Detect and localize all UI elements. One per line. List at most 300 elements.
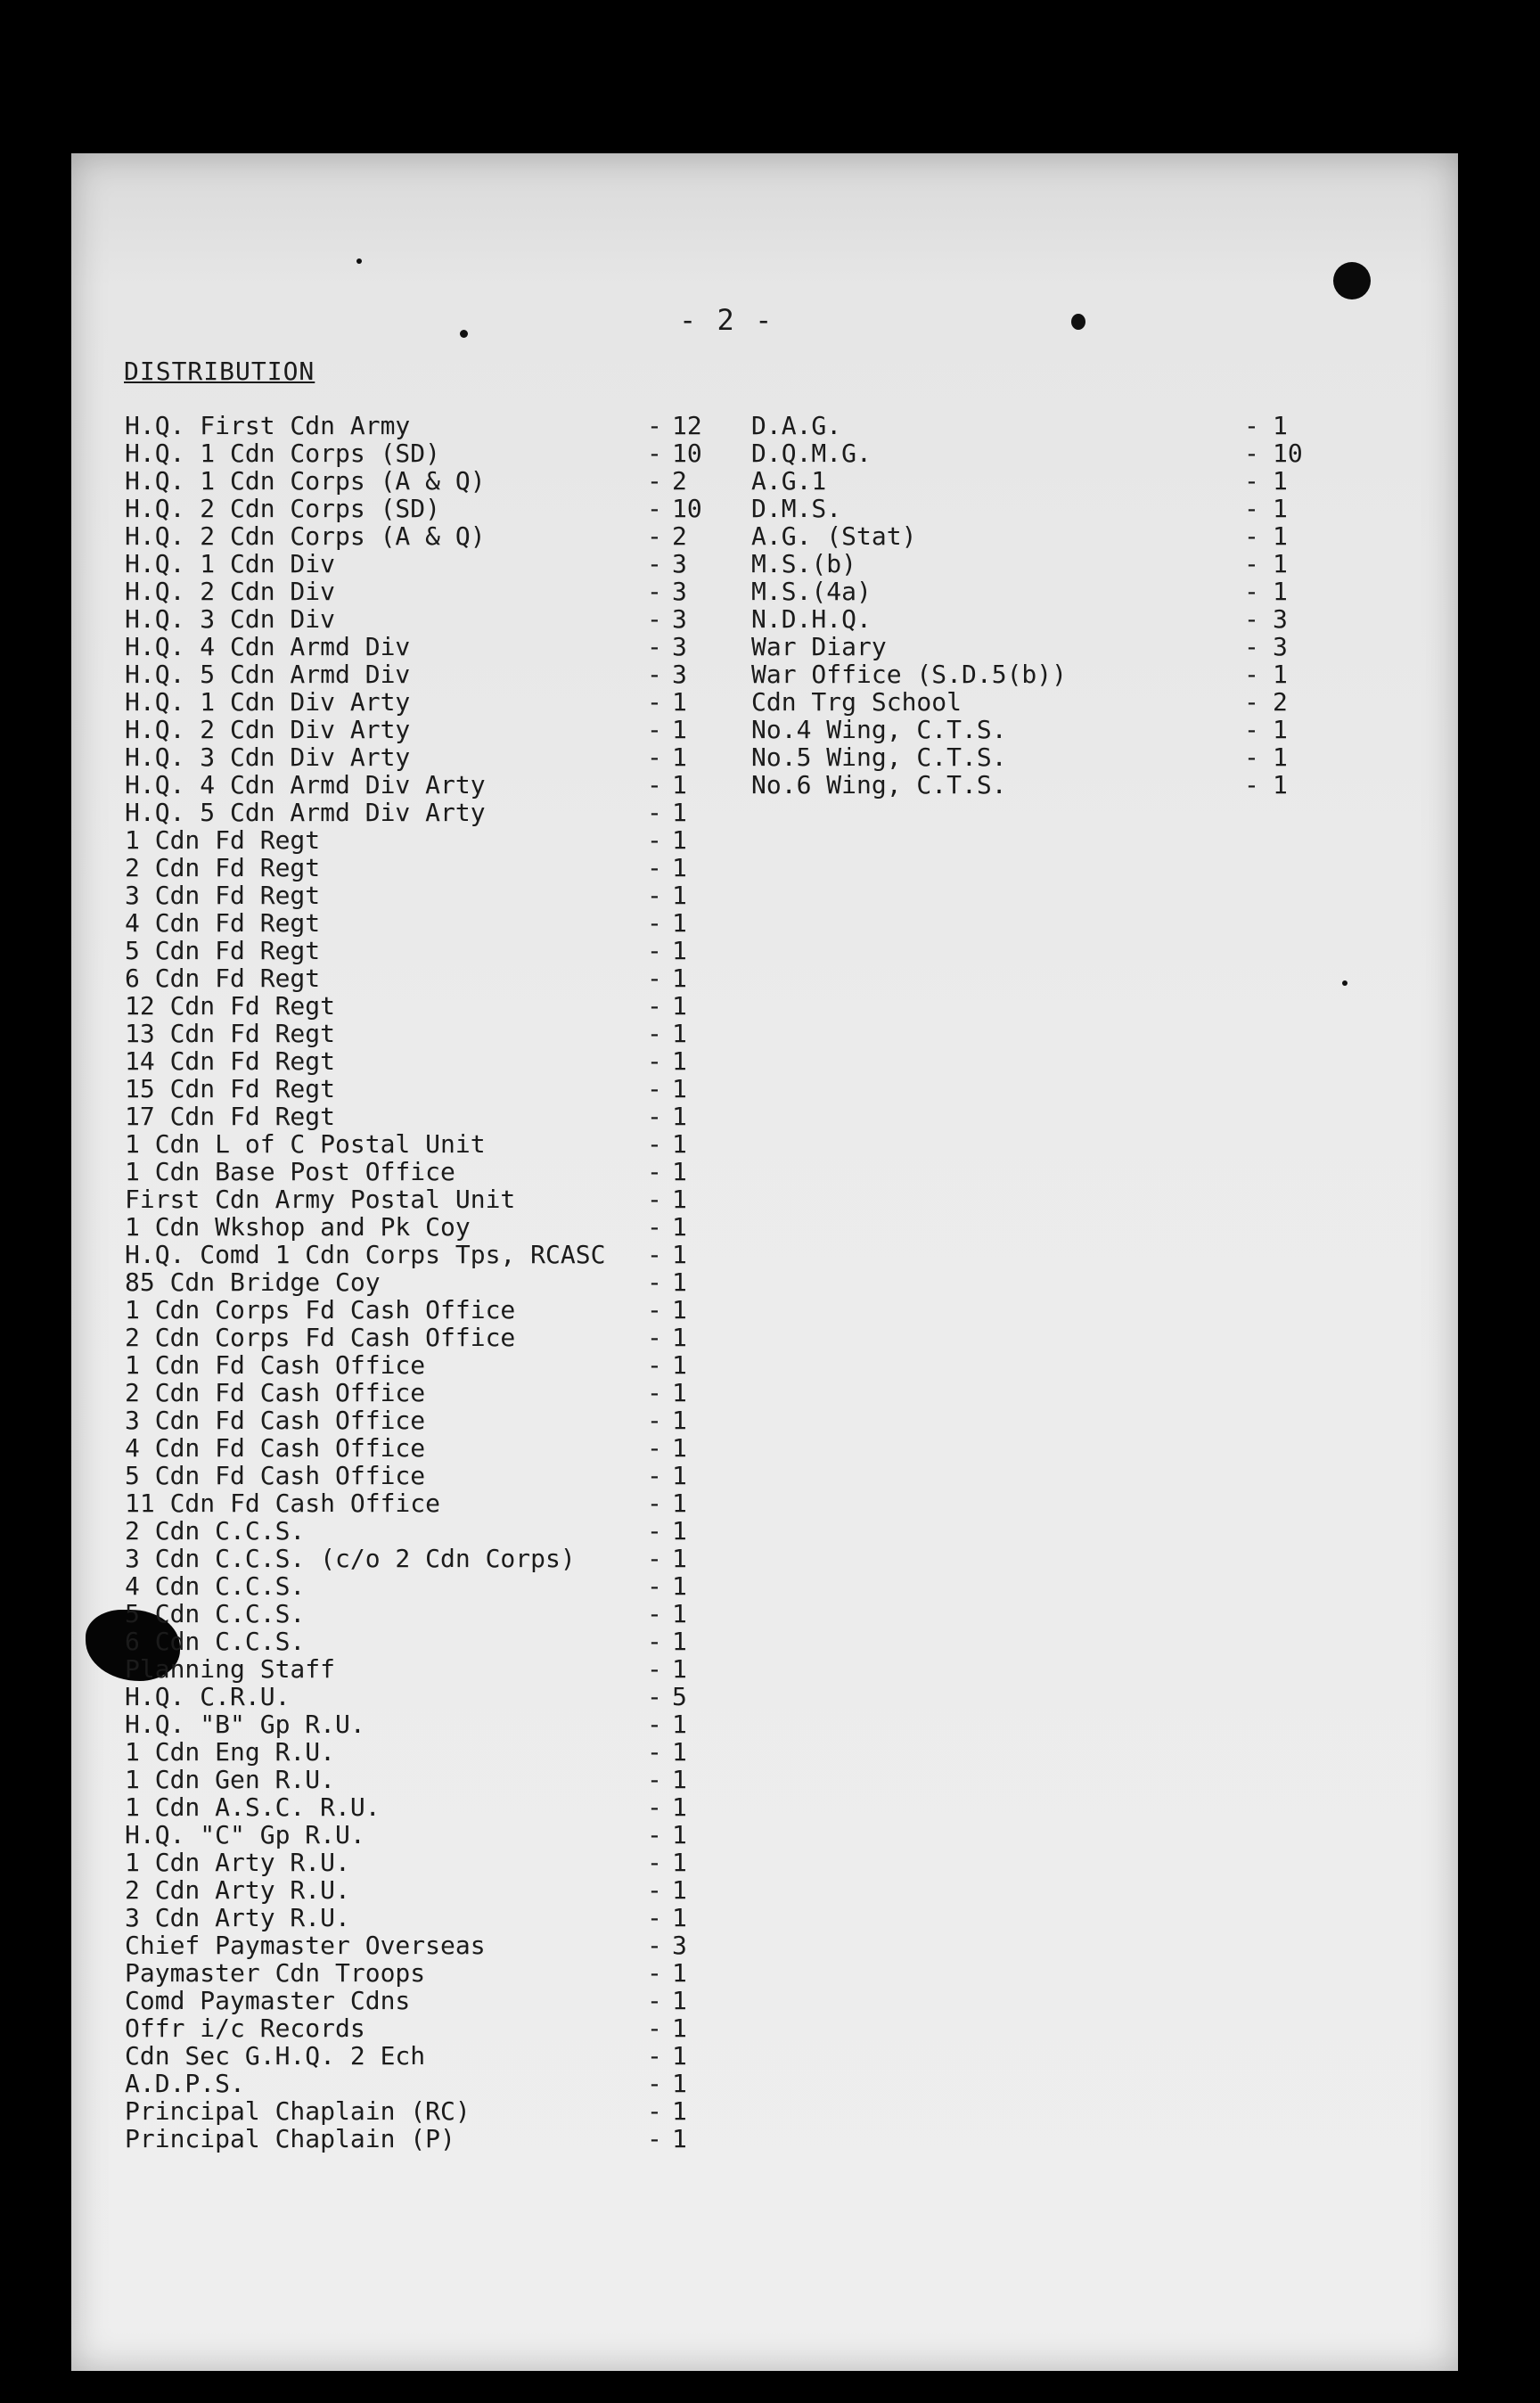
copy-count: 1 bbox=[672, 1212, 687, 1242]
copy-count: 2 bbox=[1273, 687, 1288, 717]
separator-dash: - bbox=[1244, 466, 1259, 496]
separator-dash: - bbox=[1244, 439, 1259, 468]
copy-count: 1 bbox=[672, 1627, 687, 1656]
recipient-label: H.Q. "B" Gp R.U. bbox=[125, 1710, 365, 1739]
distribution-entry bbox=[125, 1931, 749, 1959]
recipient-label: 1 Cdn Base Post Office bbox=[125, 1157, 455, 1186]
copy-count: 1 bbox=[672, 1406, 687, 1435]
separator-dash: - bbox=[647, 1295, 662, 1325]
copy-count: 1 bbox=[1273, 466, 1288, 496]
recipient-label: 3 Cdn Arty R.U. bbox=[125, 1903, 350, 1932]
separator-dash: - bbox=[647, 1185, 662, 1214]
recipient-label: H.Q. 1 Cdn Div Arty bbox=[125, 687, 411, 717]
copy-count: 1 bbox=[672, 1875, 687, 1905]
separator-dash: - bbox=[647, 1489, 662, 1518]
distribution-entry bbox=[125, 1379, 749, 1407]
copy-count: 12 bbox=[672, 411, 702, 440]
distribution-entry bbox=[125, 909, 749, 937]
recipient-label: Chief Paymaster Overseas bbox=[125, 1931, 486, 1960]
distribution-entry bbox=[125, 992, 749, 1020]
distribution-entry bbox=[751, 467, 1322, 495]
separator-dash: - bbox=[647, 1240, 662, 1269]
recipient-label: D.M.S. bbox=[751, 494, 842, 523]
copy-count: 1 bbox=[672, 853, 687, 882]
recipient-label: Planning Staff bbox=[125, 1654, 336, 1684]
recipient-label: 14 Cdn Fd Regt bbox=[125, 1046, 336, 1076]
distribution-entry bbox=[125, 1185, 749, 1213]
recipient-label: H.Q. 1 Cdn Corps (SD) bbox=[125, 439, 441, 468]
recipient-label: War Office (S.D.5(b)) bbox=[751, 660, 1068, 689]
copy-count: 1 bbox=[672, 1019, 687, 1048]
distribution-entry bbox=[125, 1296, 749, 1324]
recipient-label: 1 Cdn Gen R.U. bbox=[125, 1765, 336, 1794]
distribution-entry bbox=[125, 937, 749, 964]
separator-dash: - bbox=[647, 411, 662, 440]
separator-dash: - bbox=[1244, 687, 1259, 717]
distribution-entry bbox=[125, 1213, 749, 1241]
separator-dash: - bbox=[647, 1627, 662, 1656]
separator-dash: - bbox=[647, 1350, 662, 1380]
recipient-label: First Cdn Army Postal Unit bbox=[125, 1185, 516, 1214]
separator-dash: - bbox=[647, 798, 662, 827]
separator-dash: - bbox=[647, 770, 662, 800]
separator-dash: - bbox=[647, 1903, 662, 1932]
separator-dash: - bbox=[1244, 770, 1259, 800]
separator-dash: - bbox=[1244, 715, 1259, 744]
copy-count: 1 bbox=[672, 1958, 687, 1988]
copy-count: 1 bbox=[1273, 411, 1288, 440]
distribution-entry bbox=[751, 660, 1322, 688]
separator-dash: - bbox=[647, 1323, 662, 1352]
recipient-label: D.Q.M.G. bbox=[751, 439, 872, 468]
distribution-entry bbox=[125, 1462, 749, 1489]
distribution-entry bbox=[125, 826, 749, 854]
distribution-entry bbox=[125, 2014, 749, 2042]
distribution-entry bbox=[125, 1959, 749, 1987]
distribution-entry bbox=[125, 495, 749, 522]
distribution-entry bbox=[125, 1268, 749, 1296]
distribution-entry bbox=[125, 1407, 749, 1434]
distribution-entry bbox=[125, 1628, 749, 1655]
distribution-entry bbox=[125, 2042, 749, 2070]
recipient-label: 5 Cdn Fd Cash Office bbox=[125, 1461, 426, 1490]
separator-dash: - bbox=[647, 1792, 662, 1822]
copy-count: 1 bbox=[672, 1461, 687, 1490]
recipient-label: 6 Cdn Fd Regt bbox=[125, 964, 321, 993]
copy-count: 1 bbox=[672, 770, 687, 800]
copy-count: 1 bbox=[672, 881, 687, 910]
recipient-label: H.Q. "C" Gp R.U. bbox=[125, 1820, 365, 1849]
distribution-entry bbox=[125, 467, 749, 495]
distribution-entry bbox=[125, 550, 749, 578]
recipient-label: No.4 Wing, C.T.S. bbox=[751, 715, 1007, 744]
distribution-entry bbox=[125, 1130, 749, 1158]
copy-count: 1 bbox=[672, 1350, 687, 1380]
separator-dash: - bbox=[647, 1958, 662, 1988]
distribution-entry bbox=[751, 578, 1322, 605]
separator-dash: - bbox=[647, 1571, 662, 1601]
distribution-entry bbox=[125, 1545, 749, 1572]
recipient-label: H.Q. 2 Cdn Corps (SD) bbox=[125, 494, 441, 523]
distribution-entry bbox=[751, 743, 1322, 771]
recipient-label: 15 Cdn Fd Regt bbox=[125, 1074, 336, 1103]
separator-dash: - bbox=[647, 494, 662, 523]
recipient-label: 3 Cdn C.C.S. (c/o 2 Cdn Corps) bbox=[125, 1544, 576, 1573]
separator-dash: - bbox=[647, 2041, 662, 2071]
distribution-entry bbox=[125, 1434, 749, 1462]
separator-dash: - bbox=[1244, 742, 1259, 772]
copy-count: 1 bbox=[672, 908, 687, 938]
recipient-label: H.Q. 3 Cdn Div Arty bbox=[125, 742, 411, 772]
distribution-entry bbox=[751, 688, 1322, 716]
recipient-label: 4 Cdn C.C.S. bbox=[125, 1571, 306, 1601]
copy-count: 3 bbox=[1273, 604, 1288, 634]
copy-count: 1 bbox=[672, 742, 687, 772]
recipient-label: 3 Cdn Fd Cash Office bbox=[125, 1406, 426, 1435]
separator-dash: - bbox=[647, 715, 662, 744]
recipient-label: No.6 Wing, C.T.S. bbox=[751, 770, 1007, 800]
distribution-entry bbox=[125, 1710, 749, 1738]
recipient-label: 1 Cdn Corps Fd Cash Office bbox=[125, 1295, 516, 1325]
copy-count: 1 bbox=[672, 1240, 687, 1269]
separator-dash: - bbox=[647, 1157, 662, 1186]
copy-count: 3 bbox=[672, 660, 687, 689]
recipient-label: 3 Cdn Fd Regt bbox=[125, 881, 321, 910]
copy-count: 1 bbox=[672, 1157, 687, 1186]
distribution-entry bbox=[125, 1158, 749, 1185]
copy-count: 10 bbox=[672, 439, 702, 468]
separator-dash: - bbox=[647, 1986, 662, 2015]
copy-count: 1 bbox=[1273, 770, 1288, 800]
distribution-entry bbox=[125, 882, 749, 909]
separator-dash: - bbox=[647, 742, 662, 772]
distribution-entry bbox=[125, 439, 749, 467]
distribution-entry bbox=[125, 743, 749, 771]
copy-count: 1 bbox=[1273, 742, 1288, 772]
recipient-label: 11 Cdn Fd Cash Office bbox=[125, 1489, 441, 1518]
distribution-entry bbox=[751, 633, 1322, 660]
copy-count: 1 bbox=[672, 1516, 687, 1546]
distribution-entry bbox=[751, 771, 1322, 799]
separator-dash: - bbox=[647, 936, 662, 965]
distribution-entry bbox=[125, 1683, 749, 1710]
distribution-entry bbox=[751, 439, 1322, 467]
distribution-entry bbox=[125, 633, 749, 660]
distribution-entry bbox=[751, 412, 1322, 439]
distribution-entry bbox=[125, 2070, 749, 2097]
recipient-label: 2 Cdn Fd Regt bbox=[125, 853, 321, 882]
separator-dash: - bbox=[647, 1710, 662, 1739]
distribution-entry bbox=[125, 1655, 749, 1683]
copy-count: 1 bbox=[1273, 577, 1288, 606]
copy-count: 1 bbox=[672, 2041, 687, 2071]
copy-count: 1 bbox=[672, 1792, 687, 1822]
page-number: - 2 - bbox=[679, 303, 774, 337]
copy-count: 1 bbox=[672, 1295, 687, 1325]
distribution-entry bbox=[125, 854, 749, 882]
distribution-entry bbox=[125, 660, 749, 688]
recipient-label: H.Q. 5 Cdn Armd Div bbox=[125, 660, 411, 689]
copy-count: 1 bbox=[672, 991, 687, 1021]
distribution-entry bbox=[125, 1517, 749, 1545]
copy-count: 1 bbox=[672, 2096, 687, 2126]
separator-dash: - bbox=[647, 1019, 662, 1048]
separator-dash: - bbox=[647, 1212, 662, 1242]
copy-count: 1 bbox=[672, 936, 687, 965]
ink-speck bbox=[460, 330, 468, 338]
separator-dash: - bbox=[647, 1046, 662, 1076]
recipient-label: 85 Cdn Bridge Coy bbox=[125, 1267, 381, 1297]
recipient-label: A.G.1 bbox=[751, 466, 827, 496]
recipient-label: 17 Cdn Fd Regt bbox=[125, 1102, 336, 1131]
recipient-label: Cdn Sec G.H.Q. 2 Ech bbox=[125, 2041, 426, 2071]
copy-count: 1 bbox=[672, 1046, 687, 1076]
distribution-entry bbox=[125, 1876, 749, 1904]
recipient-label: 12 Cdn Fd Regt bbox=[125, 991, 336, 1021]
distribution-entry bbox=[751, 522, 1322, 550]
recipient-label: Paymaster Cdn Troops bbox=[125, 1958, 426, 1988]
separator-dash: - bbox=[647, 964, 662, 993]
recipient-label: 4 Cdn Fd Regt bbox=[125, 908, 321, 938]
recipient-label: 6 Cdn C.C.S. bbox=[125, 1627, 306, 1656]
recipient-label: 1 Cdn Fd Cash Office bbox=[125, 1350, 426, 1380]
recipient-label: Principal Chaplain (P) bbox=[125, 2124, 455, 2153]
copy-count: 1 bbox=[672, 1544, 687, 1573]
distribution-list-left bbox=[125, 412, 749, 2153]
recipient-label: D.A.G. bbox=[751, 411, 842, 440]
distribution-entry bbox=[751, 605, 1322, 633]
separator-dash: - bbox=[647, 466, 662, 496]
separator-dash: - bbox=[647, 1682, 662, 1711]
recipient-label: H.Q. 2 Cdn Div bbox=[125, 577, 336, 606]
ink-speck bbox=[1071, 314, 1085, 330]
recipient-label: 5 Cdn Fd Regt bbox=[125, 936, 321, 965]
recipient-label: 1 Cdn Fd Regt bbox=[125, 825, 321, 855]
distribution-entry bbox=[125, 522, 749, 550]
copy-count: 2 bbox=[672, 466, 687, 496]
copy-count: 1 bbox=[672, 825, 687, 855]
separator-dash: - bbox=[647, 2013, 662, 2043]
separator-dash: - bbox=[1244, 660, 1259, 689]
distribution-entry bbox=[125, 1766, 749, 1793]
recipient-label: A.D.P.S. bbox=[125, 2069, 245, 2098]
copy-count: 1 bbox=[672, 1986, 687, 2015]
copy-count: 1 bbox=[1273, 494, 1288, 523]
recipient-label: H.Q. Comd 1 Cdn Corps Tps, RCASC bbox=[125, 1240, 606, 1269]
copy-count: 1 bbox=[672, 964, 687, 993]
separator-dash: - bbox=[647, 2096, 662, 2126]
distribution-list-right bbox=[751, 412, 1322, 799]
copy-count: 5 bbox=[672, 1682, 687, 1711]
distribution-entry bbox=[125, 1324, 749, 1351]
recipient-label: H.Q. 1 Cdn Corps (A & Q) bbox=[125, 466, 486, 496]
copy-count: 1 bbox=[672, 1710, 687, 1739]
copy-count: 3 bbox=[1273, 632, 1288, 661]
separator-dash: - bbox=[647, 1378, 662, 1407]
recipient-label: 2 Cdn Corps Fd Cash Office bbox=[125, 1323, 516, 1352]
separator-dash: - bbox=[647, 1544, 662, 1573]
copy-count: 3 bbox=[672, 604, 687, 634]
copy-count: 2 bbox=[672, 521, 687, 551]
distribution-entry bbox=[125, 1600, 749, 1628]
separator-dash: - bbox=[647, 632, 662, 661]
separator-dash: - bbox=[647, 825, 662, 855]
copy-count: 1 bbox=[1273, 521, 1288, 551]
recipient-label: 1 Cdn L of C Postal Unit bbox=[125, 1129, 486, 1159]
copy-count: 3 bbox=[672, 577, 687, 606]
distribution-entry bbox=[751, 550, 1322, 578]
recipient-label: 4 Cdn Fd Cash Office bbox=[125, 1433, 426, 1463]
copy-count: 1 bbox=[672, 1129, 687, 1159]
recipient-label: 1 Cdn A.S.C. R.U. bbox=[125, 1792, 381, 1822]
distribution-entry bbox=[125, 1489, 749, 1517]
recipient-label: H.Q. 2 Cdn Div Arty bbox=[125, 715, 411, 744]
recipient-label: H.Q. 3 Cdn Div bbox=[125, 604, 336, 634]
recipient-label: H.Q. 4 Cdn Armd Div Arty bbox=[125, 770, 486, 800]
copy-count: 1 bbox=[672, 2124, 687, 2153]
separator-dash: - bbox=[647, 1406, 662, 1435]
copy-count: 1 bbox=[672, 1654, 687, 1684]
separator-dash: - bbox=[1244, 411, 1259, 440]
distribution-entry bbox=[125, 1351, 749, 1379]
copy-count: 1 bbox=[1273, 660, 1288, 689]
distribution-entry bbox=[125, 578, 749, 605]
recipient-label: H.Q. 2 Cdn Corps (A & Q) bbox=[125, 521, 486, 551]
separator-dash: - bbox=[647, 881, 662, 910]
separator-dash: - bbox=[1244, 521, 1259, 551]
separator-dash: - bbox=[647, 521, 662, 551]
recipient-label: Offr i/c Records bbox=[125, 2013, 365, 2043]
distribution-entry bbox=[125, 688, 749, 716]
punch-hole bbox=[1333, 262, 1371, 299]
copy-count: 1 bbox=[672, 1185, 687, 1214]
recipient-label: War Diary bbox=[751, 632, 887, 661]
copy-count: 10 bbox=[672, 494, 702, 523]
distribution-entry bbox=[125, 412, 749, 439]
recipient-label: N.D.H.Q. bbox=[751, 604, 872, 634]
distribution-entry bbox=[125, 1075, 749, 1103]
recipient-label: H.Q. First Cdn Army bbox=[125, 411, 411, 440]
copy-count: 3 bbox=[672, 1931, 687, 1960]
copy-count: 3 bbox=[672, 632, 687, 661]
copy-count: 1 bbox=[672, 1267, 687, 1297]
copy-count: 1 bbox=[672, 1765, 687, 1794]
distribution-entry bbox=[125, 2097, 749, 2125]
distribution-entry bbox=[751, 495, 1322, 522]
distribution-entry bbox=[125, 771, 749, 799]
copy-count: 1 bbox=[672, 1820, 687, 1849]
separator-dash: - bbox=[647, 1074, 662, 1103]
copy-count: 1 bbox=[672, 798, 687, 827]
distribution-entry bbox=[125, 1572, 749, 1600]
separator-dash: - bbox=[647, 1267, 662, 1297]
recipient-label: A.G. (Stat) bbox=[751, 521, 917, 551]
distribution-entry bbox=[125, 1241, 749, 1268]
separator-dash: - bbox=[647, 1737, 662, 1767]
recipient-label: 1 Cdn Arty R.U. bbox=[125, 1848, 350, 1877]
distribution-entry bbox=[125, 1821, 749, 1849]
copy-count: 1 bbox=[672, 1102, 687, 1131]
distribution-entry bbox=[125, 1020, 749, 1047]
distribution-heading: DISTRIBUTION bbox=[124, 357, 315, 386]
copy-count: 1 bbox=[672, 1848, 687, 1877]
ink-speck bbox=[1342, 980, 1348, 986]
copy-count: 1 bbox=[672, 687, 687, 717]
separator-dash: - bbox=[647, 1461, 662, 1490]
copy-count: 1 bbox=[672, 1489, 687, 1518]
separator-dash: - bbox=[647, 1129, 662, 1159]
recipient-label: H.Q. C.R.U. bbox=[125, 1682, 291, 1711]
recipient-label: H.Q. 1 Cdn Div bbox=[125, 549, 336, 578]
separator-dash: - bbox=[647, 1599, 662, 1628]
separator-dash: - bbox=[647, 1102, 662, 1131]
separator-dash: - bbox=[647, 2124, 662, 2153]
separator-dash: - bbox=[647, 660, 662, 689]
separator-dash: - bbox=[647, 439, 662, 468]
separator-dash: - bbox=[647, 549, 662, 578]
copy-count: 1 bbox=[672, 1074, 687, 1103]
copy-count: 1 bbox=[672, 2013, 687, 2043]
recipient-label: No.5 Wing, C.T.S. bbox=[751, 742, 1007, 772]
separator-dash: - bbox=[1244, 604, 1259, 634]
separator-dash: - bbox=[647, 908, 662, 938]
separator-dash: - bbox=[647, 1433, 662, 1463]
copy-count: 1 bbox=[1273, 715, 1288, 744]
separator-dash: - bbox=[647, 1516, 662, 1546]
copy-count: 1 bbox=[1273, 549, 1288, 578]
recipient-label: H.Q. 4 Cdn Armd Div bbox=[125, 632, 411, 661]
recipient-label: 1 Cdn Eng R.U. bbox=[125, 1737, 336, 1767]
separator-dash: - bbox=[647, 853, 662, 882]
distribution-entry bbox=[125, 799, 749, 826]
copy-count: 1 bbox=[672, 1599, 687, 1628]
recipient-label: H.Q. 5 Cdn Armd Div Arty bbox=[125, 798, 486, 827]
copy-count: 1 bbox=[672, 1433, 687, 1463]
distribution-entry bbox=[125, 1738, 749, 1766]
copy-count: 1 bbox=[672, 715, 687, 744]
copy-count: 1 bbox=[672, 1378, 687, 1407]
separator-dash: - bbox=[647, 1654, 662, 1684]
ink-speck bbox=[356, 258, 362, 264]
distribution-entry bbox=[125, 1793, 749, 1821]
recipient-label: 2 Cdn Arty R.U. bbox=[125, 1875, 350, 1905]
copy-count: 1 bbox=[672, 2069, 687, 2098]
separator-dash: - bbox=[647, 577, 662, 606]
copy-count: 1 bbox=[672, 1903, 687, 1932]
recipient-label: 1 Cdn Wkshop and Pk Coy bbox=[125, 1212, 471, 1242]
separator-dash: - bbox=[647, 1931, 662, 1960]
separator-dash: - bbox=[1244, 577, 1259, 606]
recipient-label: Principal Chaplain (RC) bbox=[125, 2096, 471, 2126]
distribution-entry bbox=[125, 1987, 749, 2014]
distribution-entry bbox=[125, 1103, 749, 1130]
recipient-label: M.S.(b) bbox=[751, 549, 857, 578]
copy-count: 1 bbox=[672, 1571, 687, 1601]
recipient-label: 2 Cdn Fd Cash Office bbox=[125, 1378, 426, 1407]
distribution-entry bbox=[125, 2125, 749, 2153]
distribution-entry bbox=[125, 605, 749, 633]
distribution-entry bbox=[125, 1849, 749, 1876]
distribution-entry bbox=[751, 716, 1322, 743]
distribution-entry bbox=[125, 716, 749, 743]
separator-dash: - bbox=[647, 687, 662, 717]
recipient-label: Cdn Trg School bbox=[751, 687, 962, 717]
recipient-label: 5 Cdn C.C.S. bbox=[125, 1599, 306, 1628]
separator-dash: - bbox=[647, 604, 662, 634]
copy-count: 10 bbox=[1273, 439, 1303, 468]
separator-dash: - bbox=[1244, 632, 1259, 661]
separator-dash: - bbox=[647, 1765, 662, 1794]
